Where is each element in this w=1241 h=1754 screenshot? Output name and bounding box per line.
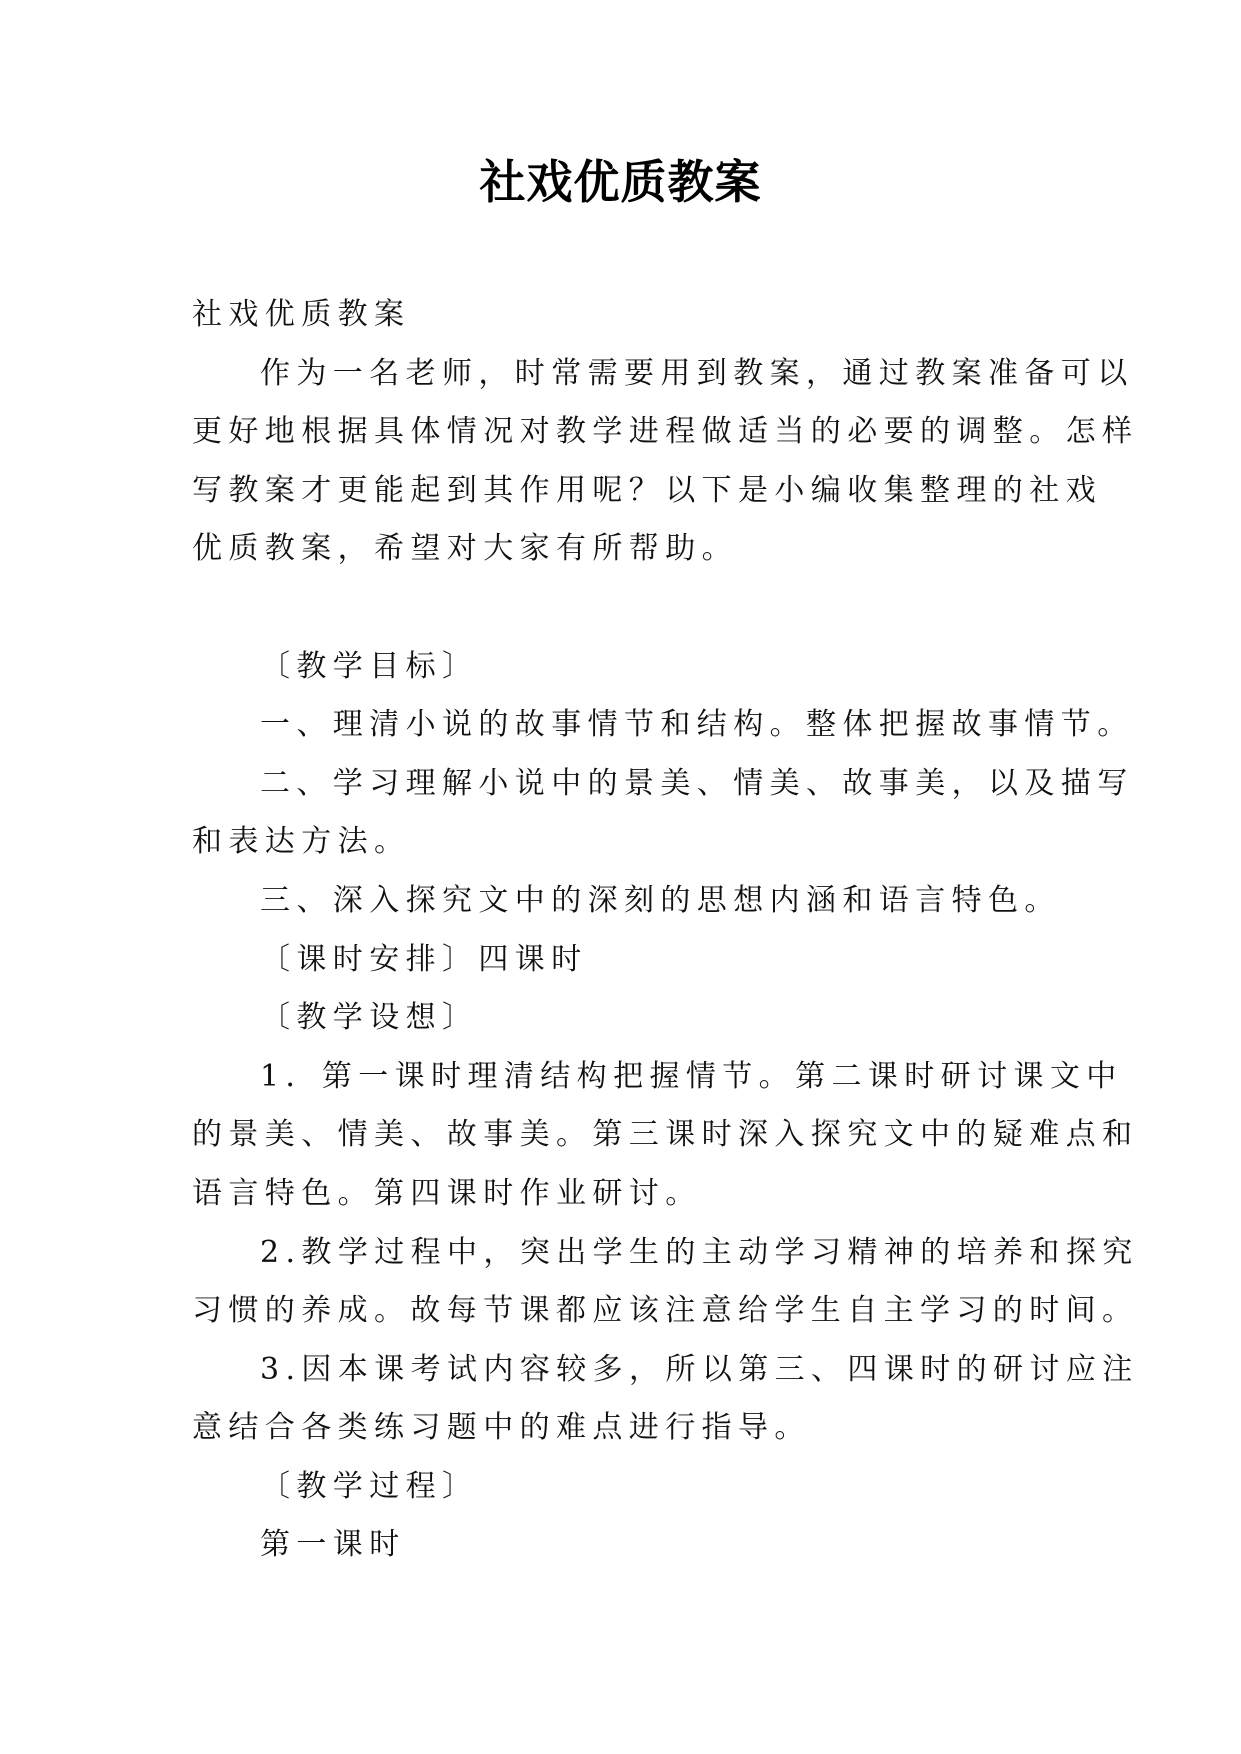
design-line: 意结合各类练习题中的难点进行指导。 xyxy=(192,1410,811,1446)
blank-line xyxy=(192,579,1072,638)
intro-line: 优质教案，希望对大家有所帮助。 xyxy=(192,531,738,567)
design-line: 1．第一课时理清结构把握情节。第二课时研讨课文中 xyxy=(260,1058,1123,1094)
section-heading-objectives: 〔教学目标〕 xyxy=(260,648,479,684)
design-line: 的景美、情美、故事美。第三课时深入探究文中的疑难点和 xyxy=(192,1117,1139,1153)
objective-line: 二、学习理解小说中的景美、情美、故事美，以及描写 xyxy=(260,765,1134,801)
section-heading-process: 〔教学过程〕 xyxy=(260,1468,479,1504)
intro-line: 更好地根据具体情况对教学进程做适当的必要的调整。怎样 xyxy=(192,414,1139,450)
design-line: 语言特色。第四课时作业研讨。 xyxy=(192,1175,702,1211)
subtitle-line: 社戏优质教案 xyxy=(192,297,411,332)
objective-line: 三、深入探究文中的深刻的思想内涵和语言特色。 xyxy=(260,882,1061,918)
objective-line: 和表达方法。 xyxy=(192,824,411,860)
document-title: 社戏优质教案 xyxy=(479,155,762,209)
section-heading-design: 〔教学设想〕 xyxy=(260,1000,479,1036)
intro-line: 写教案才更能起到其作用呢？以下是小编收集整理的社戏 xyxy=(192,472,1102,508)
section-heading-schedule: 〔课时安排〕四课时 xyxy=(260,941,588,977)
document-body xyxy=(192,286,1139,1575)
intro-line: 作为一名老师，时常需要用到教案，通过教案准备可以 xyxy=(260,355,1134,391)
design-line: 3.因本课考试内容较多，所以第三、四课时的研讨应注 xyxy=(260,1351,1139,1387)
design-line: 2.教学过程中，突出学生的主动学习精神的培养和探究 xyxy=(260,1234,1139,1270)
design-line: 习惯的养成。故每节课都应该注意给学生自主学习的时间。 xyxy=(192,1293,1139,1329)
objective-line: 一、理清小说的故事情节和结构。整体把握故事情节。 xyxy=(260,707,1134,743)
lesson-heading: 第一课时 xyxy=(260,1527,406,1563)
